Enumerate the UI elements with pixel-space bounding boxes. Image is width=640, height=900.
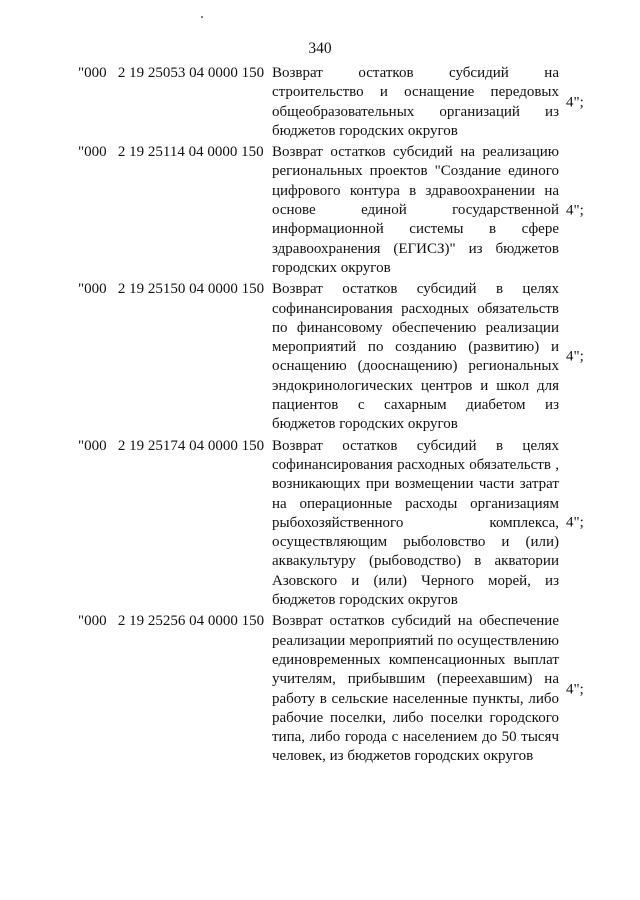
budget-code: "000 2 19 25256 04 0000 150: [78, 613, 265, 630]
code-description: Возврат остатков субсидий в целях софинансирования расходных обязательств по финансовому обеспечению реализации мероприятий по созданию (развитию) и оснащению (дооснащению) региональных эндокринологических центров и школ для пациентов с сахарным диабетом из бюджетов городских округов: [272, 281, 559, 433]
code-description: Возврат остатков субсидий на строительство и оснащение передовых общеобразовательных организаций из бюджетов городских округов: [272, 65, 559, 139]
page-number: 340: [308, 40, 332, 57]
budget-code: "000 2 19 25150 04 0000 150: [78, 281, 265, 298]
table-row: [0, 64, 640, 141]
table-row: [0, 612, 640, 766]
budget-code: "000 2 19 25114 04 0000 150: [78, 144, 264, 161]
row-suffix: 4";: [566, 514, 584, 531]
code-description: Возврат остатков субсидий в целях софинансирования расходных обязательств , возникающих при возмещении части затрат на операционные расходы организациям рыбохозяйственного комплекса, осуществляющим рыболовство и (или) аквакультуру (рыбоводство) в акватории Азовского и (или) Черного морей, из бюджетов городских округов: [272, 437, 559, 609]
row-suffix: 4";: [566, 94, 584, 111]
code-description: Возврат остатков субсидий на обеспечение реализации мероприятий по осуществлению единовременных компенсационных выплат учителям, прибывшим (переехавшим) на работу в сельские населенные пункты, либо рабочие поселки, либо поселки городского типа, либо города с населением до 50 тысяч человек, из бюджетов городских округов: [272, 613, 559, 765]
budget-code: "000 2 19 25174 04 0000 150: [78, 437, 265, 454]
row-suffix: 4";: [566, 348, 584, 365]
table-row: [0, 143, 640, 278]
row-suffix: 4";: [566, 202, 584, 219]
row-suffix: 4";: [566, 681, 584, 697]
table-row: [0, 280, 640, 434]
code-description: Возврат остатков субсидий на реализацию региональных проектов "Создание единого цифрового контура в здравоохранении на основе единой государственной информационной системы в сфере здравоохранения (ЕГИСЗ)" из бюджетов городских округов: [272, 144, 559, 276]
scan-speck: [201, 16, 203, 18]
table-row: [0, 437, 640, 611]
budget-code: "000 2 19 25053 04 0000 150: [78, 65, 265, 81]
code-table: [0, 64, 640, 769]
